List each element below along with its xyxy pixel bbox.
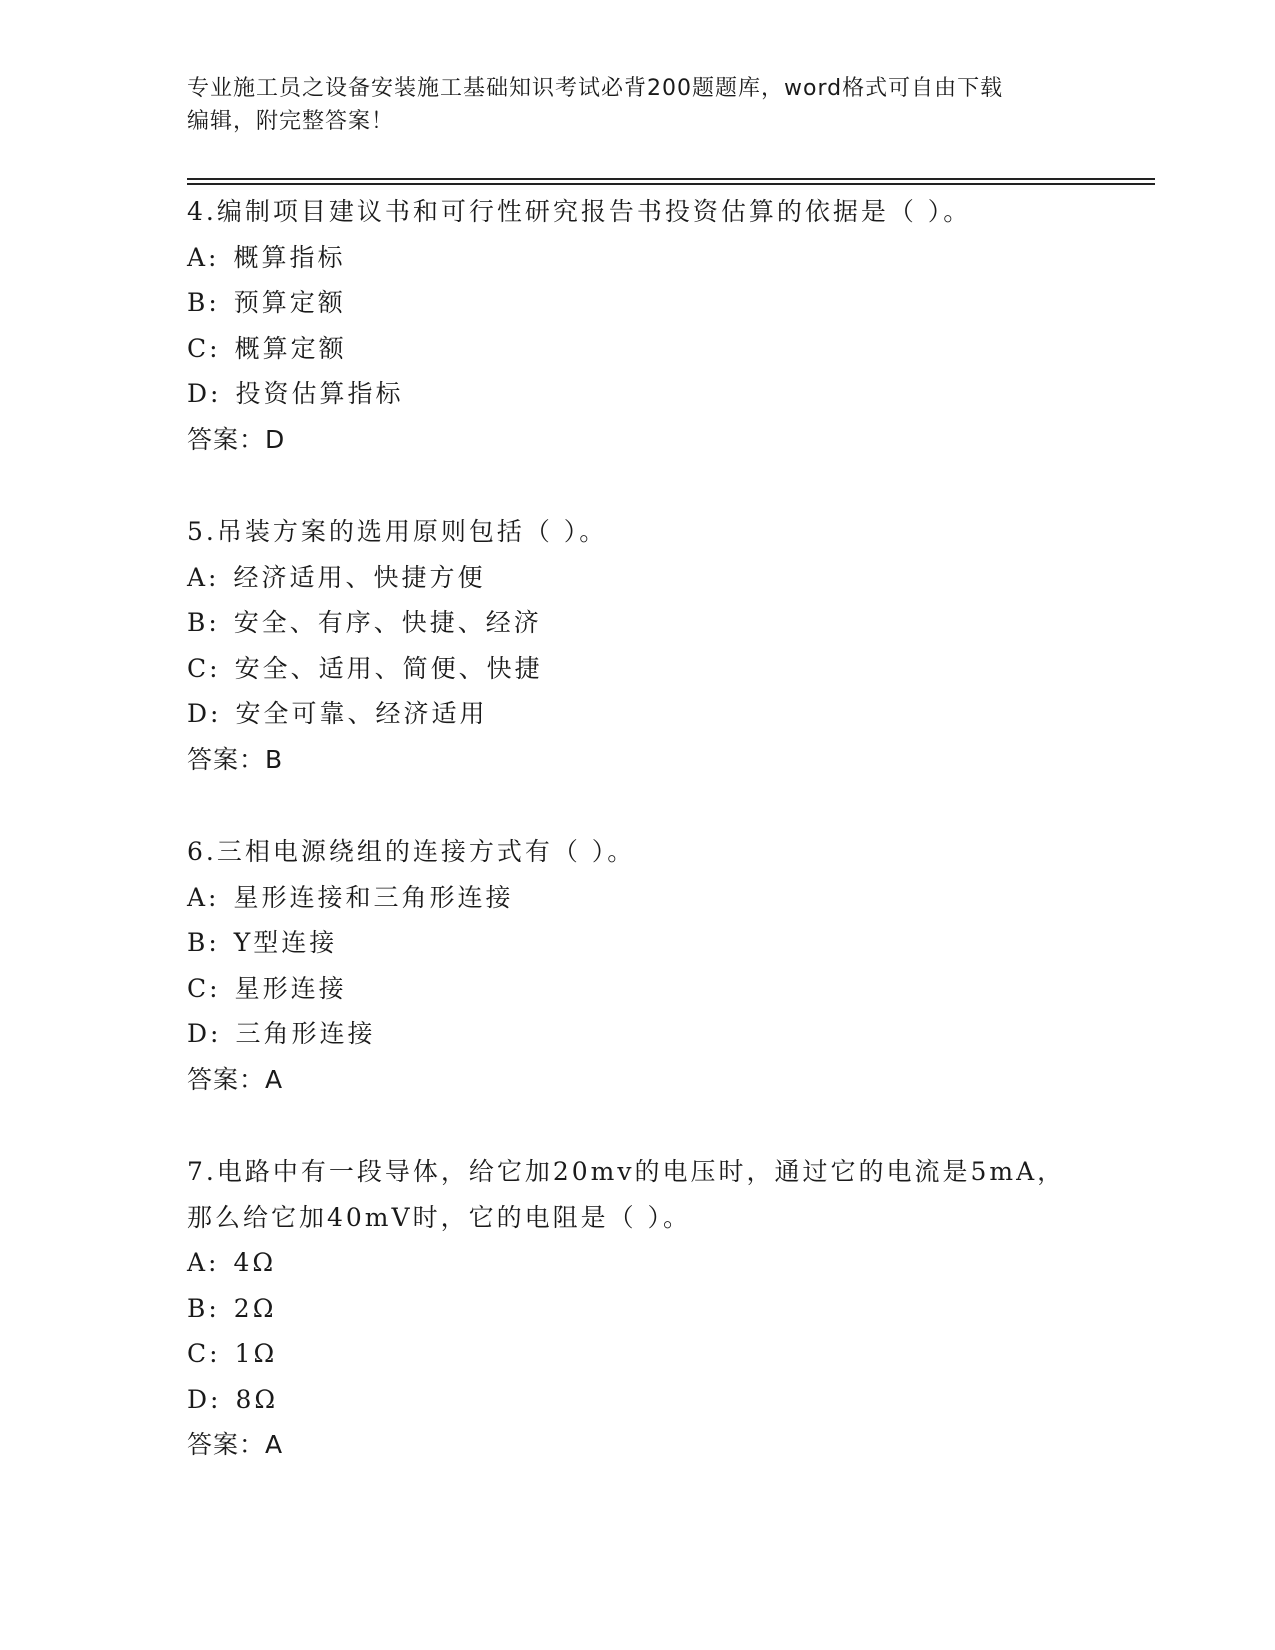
option-b (187, 280, 1117, 326)
option-label: D: (187, 1384, 222, 1414)
question-4 (187, 189, 1117, 462)
option-label: A: (187, 882, 220, 912)
option-text: 预算定额 (233, 288, 346, 317)
question-list (187, 189, 1117, 1515)
header-divider-top (187, 178, 1155, 180)
option-label: C: (187, 333, 221, 363)
option-label: A: (187, 242, 220, 272)
option-label: C: (187, 1339, 221, 1368)
option-a (187, 1240, 1117, 1286)
option-label: A: (187, 1248, 220, 1277)
option-label: B: (187, 608, 220, 637)
option-label: B: (187, 928, 220, 957)
option-b (187, 600, 1117, 646)
option-d (187, 691, 1117, 737)
option-text: 星形连接 (234, 973, 347, 1003)
header-line-1: 专业施工员之设备安装施工基础知识考试必背200题题库，word格式可自由下载 (187, 76, 1004, 101)
question-stem-line-2: 那么给它加40mV时，它的电阻是（ ）。 (187, 1202, 692, 1232)
option-text: Y型连接 (233, 928, 338, 957)
option-c (187, 646, 1117, 692)
document-header (187, 72, 1087, 138)
option-text: 概算指标 (233, 242, 346, 272)
question-stem: 4.编制项目建议书和可行性研究报告书投资估算的依据是（ ）。 (187, 197, 972, 226)
option-text: 8Ω (235, 1384, 279, 1414)
option-label: D: (187, 699, 222, 728)
option-text: 2Ω (233, 1293, 277, 1323)
question-5 (187, 509, 1117, 782)
option-label: C: (187, 973, 221, 1003)
option-text: 1Ω (234, 1339, 278, 1368)
option-text: 4Ω (233, 1248, 277, 1277)
option-label: A: (187, 562, 220, 592)
question-stem: 5.吊装方案的选用原则包括（ ）。 (187, 517, 608, 546)
option-label: B: (187, 288, 220, 317)
option-label: D: (187, 379, 222, 408)
answer: 答案：D (187, 424, 286, 454)
header-line-2: 编辑，附完整答案！ (187, 109, 395, 134)
option-text: 安全、有序、快捷、经济 (233, 608, 542, 637)
option-a (187, 235, 1117, 281)
option-a (187, 875, 1117, 921)
option-text: 安全可靠、经济适用 (235, 699, 488, 728)
option-a (187, 555, 1117, 601)
option-d (187, 1377, 1117, 1423)
question-stem-line-1: 7.电路中有一段导体，给它加20mv的电压时，通过它的电流是5mA， (187, 1157, 1066, 1186)
answer: 答案：B (187, 744, 284, 774)
answer: 答案：A (187, 1064, 284, 1094)
option-text: 三角形连接 (235, 1019, 376, 1048)
option-text: 概算定额 (234, 333, 347, 363)
option-d (187, 371, 1117, 417)
question-7 (187, 1149, 1117, 1468)
header-divider-bottom (187, 183, 1155, 185)
option-text: 星形连接和三角形连接 (233, 882, 514, 912)
option-d (187, 1011, 1117, 1057)
question-6 (187, 829, 1117, 1102)
option-text: 投资估算指标 (235, 379, 404, 408)
option-c (187, 1331, 1117, 1377)
option-label: B: (187, 1293, 220, 1323)
answer: 答案：A (187, 1430, 284, 1459)
option-b (187, 920, 1117, 966)
option-c (187, 326, 1117, 372)
option-label: D: (187, 1019, 222, 1048)
option-text: 经济适用、快捷方便 (233, 562, 486, 592)
option-b (187, 1286, 1117, 1332)
option-c (187, 966, 1117, 1012)
question-stem: 6.三相电源绕组的连接方式有（ ）。 (187, 837, 636, 866)
option-text: 安全、适用、简便、快捷 (234, 653, 543, 683)
option-label: C: (187, 653, 221, 683)
